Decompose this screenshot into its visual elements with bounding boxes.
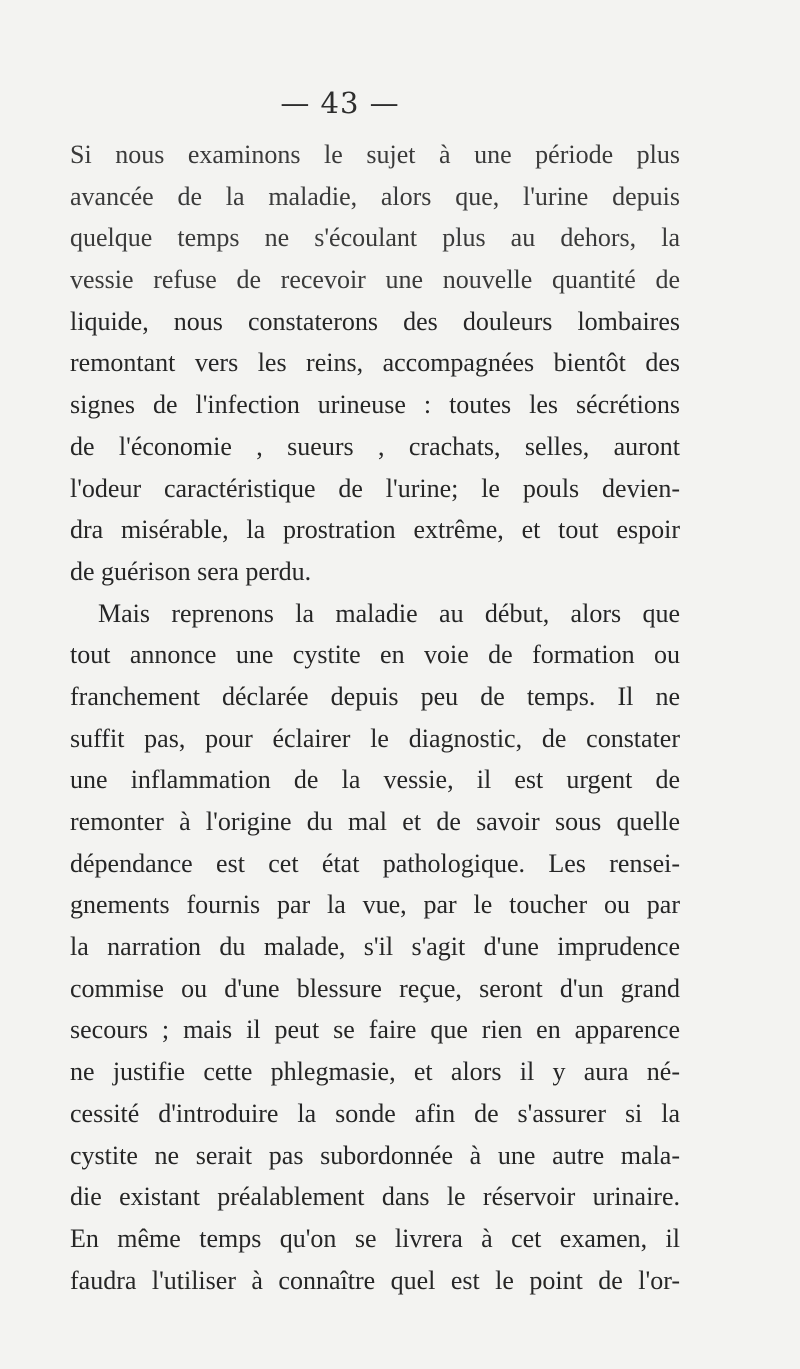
- body-text: [70, 134, 680, 1301]
- text-line: remontant vers les reins, accompagnées bientôt des: [70, 348, 680, 378]
- text-line: faudra l'utiliser à connaître quel est le point de l'or-: [70, 1265, 680, 1295]
- text-line: une inflammation de la vessie, il est urgent de: [70, 765, 680, 795]
- text-line: dra misérable, la prostration extrême, et tout espoir: [70, 515, 680, 545]
- text-line: de l'économie , sueurs , crachats, selles, auront: [70, 431, 680, 461]
- text-line: tout annonce une cystite en voie de formation ou: [70, 640, 680, 670]
- text-line: l'odeur caractéristique de l'urine; le pouls devien-: [70, 473, 680, 503]
- text-line: avancée de la maladie, alors que, l'urine depuis: [70, 181, 680, 211]
- text-line: quelque temps ne s'écoulant plus au dehors, la: [70, 223, 680, 253]
- text-line: cystite ne serait pas subordonnée à une autre mala-: [70, 1140, 680, 1170]
- text-line: En même temps qu'on se livrera à cet examen, il: [70, 1223, 680, 1253]
- text-line: Si nous examinons le sujet à une période plus: [70, 140, 680, 169]
- page-number: — 43 —: [280, 86, 400, 120]
- text-line: vessie refuse de recevoir une nouvelle quantité de: [70, 265, 680, 295]
- text-line: suffit pas, pour éclairer le diagnostic, de constater: [70, 723, 680, 753]
- text-line: remonter à l'origine du mal et de savoir sous quelle: [70, 807, 680, 836]
- text-line: dépendance est cet état pathologique. Les rensei-: [70, 848, 680, 878]
- text-line: de guérison sera perdu.: [70, 556, 312, 586]
- text-line: la narration du malade, s'il s'agit d'une imprudence: [70, 932, 680, 962]
- text-line: liquide, nous constaterons des douleurs lombaires: [70, 306, 680, 336]
- text-line: gnements fournis par la vue, par le toucher ou par: [70, 890, 680, 920]
- text-line: die existant préalablement dans le réservoir urinaire.: [70, 1182, 680, 1212]
- text-line: ne justifie cette phlegmasie, et alors il y aura né-: [70, 1057, 680, 1087]
- text-line: signes de l'infection urineuse : toutes les sécrétions: [70, 390, 680, 420]
- text-line: franchement déclarée depuis peu de temps. Il ne: [70, 681, 680, 711]
- text-line: cessité d'introduire la sonde afin de s'assurer si la: [70, 1098, 680, 1128]
- text-line: commise ou d'une blessure reçue, seront d'un grand: [70, 973, 680, 1003]
- text-line: Mais reprenons la maladie au début, alors que: [98, 598, 680, 628]
- text-line: secours ; mais il peut se faire que rien en apparence: [70, 1015, 680, 1045]
